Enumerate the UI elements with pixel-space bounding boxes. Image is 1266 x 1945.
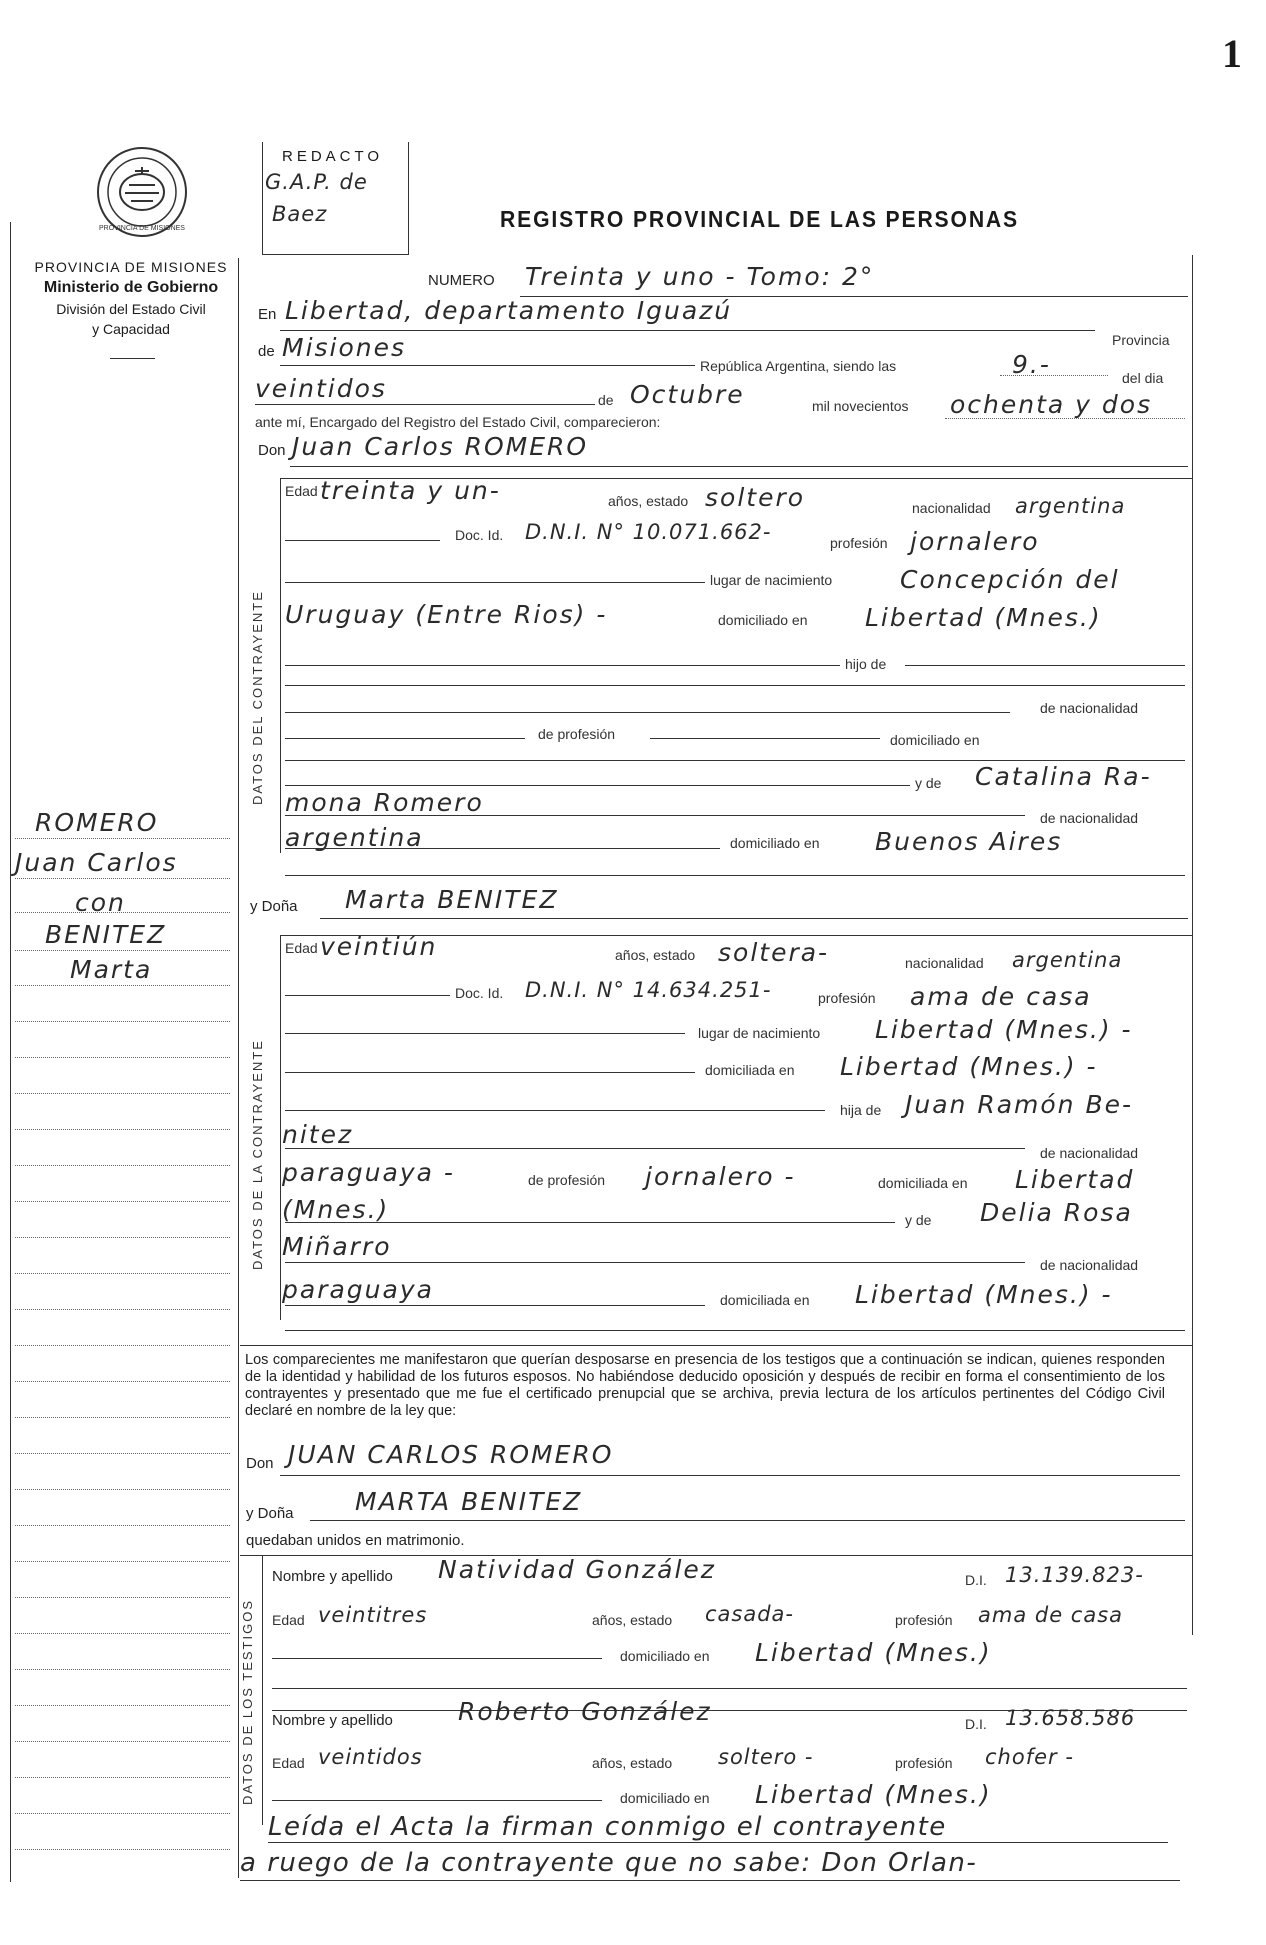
mes-label: de (598, 392, 614, 408)
divider (110, 358, 155, 359)
contrayenta-prof-label: profesión (818, 990, 876, 1006)
rule (285, 685, 1185, 686)
rule (285, 738, 525, 739)
contrayente-doc-value: D.N.I. N° 10.071.662- (525, 520, 772, 544)
contrayente-dom-value: Libertad (Mnes.) (865, 603, 1102, 632)
contrayenta-madre-dom: Libertad (Mnes.) - (855, 1280, 1113, 1309)
margin-connector: con (75, 888, 126, 917)
right-frame (1192, 255, 1193, 1635)
decl-dona-value: MARTA BENITEZ (355, 1487, 583, 1516)
rule (285, 995, 450, 996)
rule (285, 582, 705, 583)
t1-estado-value: casada- (705, 1602, 795, 1626)
closing-line-1: Leída el Acta la firman conmigo el contrayente (268, 1812, 947, 1842)
contrayenta-nac-value: argentina (1012, 948, 1123, 972)
contrayente-madre-cont: mona Romero (285, 788, 484, 817)
contrayenta-y-de-label: y de (905, 1212, 932, 1228)
redacto-label: REDACTO (282, 148, 384, 165)
contrayente-lugar-value: Concepción del (900, 565, 1120, 594)
t2-edad-value: veintidos (318, 1745, 423, 1769)
contrayente-nac-label: nacionalidad (912, 500, 991, 516)
contrayente-de-prof-label: de profesión (538, 726, 616, 742)
anio-line (945, 418, 1185, 419)
contrayenta-estado-value: soltera- (718, 938, 830, 967)
contrayenta-dom-value: Libertad (Mnes.) - (840, 1052, 1098, 1081)
margin-ruled-line (15, 1417, 230, 1418)
contrayente-anios-label: años, estado (608, 493, 689, 509)
don-line (290, 466, 1188, 467)
dona-value: Marta BENITEZ (345, 885, 559, 914)
contrayente-madre-dom: Buenos Aires (875, 827, 1063, 856)
t2-di-label: D.I. (965, 1716, 987, 1732)
page-number: 1 (1222, 31, 1242, 76)
de-label: de (258, 343, 275, 360)
ministry-label: Ministerio de Gobierno (43, 279, 219, 296)
contrayenta-dom2-label: domiciliada en (878, 1175, 968, 1191)
en-value: Libertad, departamento Iguazú (285, 296, 733, 325)
margin-name-1: Juan Carlos (15, 848, 178, 877)
margin-ruled-line (15, 1489, 230, 1490)
closing-rule-1 (268, 1842, 1168, 1843)
margin-ruled-line (15, 1381, 230, 1382)
contrayenta-padre-cont: nitez (282, 1120, 354, 1149)
contrayente-dom-label: domiciliado en (718, 612, 808, 628)
contrayenta-padre-prof: jornalero - (645, 1162, 796, 1191)
declaration-top (240, 1345, 1192, 1346)
rule (285, 1072, 695, 1073)
margin-ruled-line (15, 1021, 230, 1022)
numero-label: NUMERO (428, 272, 495, 289)
margin-dots (15, 950, 230, 951)
provincia-label: Provincia (1112, 332, 1170, 348)
contrayente-madre-nac: argentina (285, 823, 424, 852)
margin-dots (15, 878, 230, 879)
margin-ruled-line (15, 1633, 230, 1634)
contrayenta-box-left (280, 935, 281, 1320)
rule (285, 665, 840, 666)
contrayenta-edad-value: veintiún (320, 932, 438, 961)
t2-dom-label: domiciliado en (620, 1790, 710, 1806)
provincial-seal (95, 145, 190, 240)
contrayente-dom2-label: domiciliado en (890, 732, 980, 748)
left-frame (10, 222, 11, 1882)
contrayenta-padre-dom: Libertad (1015, 1165, 1135, 1194)
contrayente-madre-value: Catalina Ra- (975, 762, 1152, 791)
en-label: En (258, 306, 277, 323)
contrayente-hijo-label: hijo de (845, 656, 887, 672)
division-label-2: y Capacidad (92, 321, 170, 337)
rule (272, 1800, 602, 1801)
section-label-testigos: DATOS DE LOS TESTIGOS (240, 1599, 255, 1805)
redacto-line-1: G.A.P. de (265, 170, 368, 194)
margin-ruled-line (15, 1093, 230, 1094)
t2-prof-value: chofer - (985, 1745, 1074, 1769)
decl-dona-line (310, 1520, 1185, 1521)
margin-ruled-line (15, 1453, 230, 1454)
contrayente-nac-value: argentina (1015, 494, 1126, 518)
margin-ruled-line (15, 1237, 230, 1238)
t2-prof-label: profesión (895, 1755, 953, 1771)
margin-ruled-line (15, 1741, 230, 1742)
margin-ruled-line (15, 1561, 230, 1562)
declaration-text: Los comparecientes me manifestaron que querían desposarse en presencia de los testigos que a continuación se indican, quienes responden de la identidad y habilidad de los futuros esposos. No habiéndose deducido oposición y después de recibir en forma el consentimiento de los contrayentes y presentado que me fue el certificado prenupcial que se archiva, previa lectura de los artículos pertinentes del Código Civil declaré en nombre de la ley que: (245, 1352, 1165, 1419)
contrayenta-madre-nac: paraguaya (282, 1275, 434, 1304)
province-label: PROVINCIA DE MISIONES (34, 259, 228, 275)
contrayenta-de-nac-label: de nacionalidad (1040, 1145, 1139, 1161)
dia-line (255, 404, 595, 405)
t1-prof-label: profesión (895, 1612, 953, 1628)
t1-nombre-label: Nombre y apellido (272, 1568, 393, 1585)
t2-estado-value: soltero - (718, 1745, 814, 1769)
t2-dom-value: Libertad (Mnes.) (755, 1780, 992, 1809)
hora-line (1000, 375, 1108, 376)
margin-ruled-line (15, 1345, 230, 1346)
page-title: REGISTRO PROVINCIAL DE LAS PERSONAS (500, 206, 1020, 232)
margin-ruled-line (15, 1273, 230, 1274)
contrayenta-doc-label: Doc. Id. (455, 985, 504, 1001)
rule (650, 738, 880, 739)
margin-ruled-line (15, 1129, 230, 1130)
t1-di-label: D.I. (965, 1572, 987, 1588)
don-value: Juan Carlos ROMERO (292, 432, 589, 461)
rule (285, 760, 1185, 761)
contrayenta-de-nac2-label: de nacionalidad (1040, 1257, 1139, 1273)
svg-text:PROVINCIA DE MISIONES: PROVINCIA DE MISIONES (99, 225, 185, 232)
margin-ruled-line (15, 1705, 230, 1706)
contrayente-dom3-label: domiciliado en (730, 835, 820, 851)
contrayenta-nac-label: nacionalidad (905, 955, 984, 971)
en-line (280, 330, 1095, 331)
t2-edad-label: Edad (272, 1755, 305, 1771)
decl-don-value: JUAN CARLOS ROMERO (288, 1440, 614, 1469)
dia-value: veintidos (255, 374, 387, 403)
contrayente-prof-label: profesión (830, 535, 888, 551)
contrayenta-padre-nac: paraguaya - (282, 1158, 455, 1187)
t2-di-value: 13.658.586 (1005, 1706, 1136, 1730)
don-label: Don (258, 442, 286, 459)
margin-ruled-line (15, 1201, 230, 1202)
closing-line-2: a ruego de la contrayente que no sabe: Don Orlan- (240, 1848, 978, 1878)
margin-ruled-line (15, 985, 230, 986)
rule (285, 540, 440, 541)
rule (905, 665, 1185, 666)
margin-ruled-line (15, 1597, 230, 1598)
contrayenta-prof-value: ama de casa (910, 982, 1092, 1011)
contrayenta-madre-value: Delia Rosa (980, 1198, 1133, 1227)
contrayente-edad-label: Edad (285, 483, 318, 499)
testigos-box-left (262, 1555, 263, 1825)
t2-nombre-value: Roberto González (458, 1697, 712, 1726)
contrayente-lugar-cont: Uruguay (Entre Rios) - (285, 600, 608, 629)
contrayente-doc-label: Doc. Id. (455, 527, 504, 543)
rule (285, 875, 1185, 876)
t1-edad-value: veintitres (318, 1603, 428, 1627)
t1-di-value: 13.139.823- (1005, 1563, 1144, 1587)
section-label-contrayenta: DATOS DE LA CONTRAYENTE (250, 1039, 265, 1270)
decl-dona-label: y Doña (246, 1505, 294, 1522)
contrayenta-edad-label: Edad (285, 940, 318, 956)
rule (285, 712, 1010, 713)
contrayente-lugar-label: lugar de nacimiento (710, 572, 833, 588)
contrayenta-padre-value: Juan Ramón Be- (905, 1090, 1134, 1119)
t1-nombre-value: Natividad González (438, 1555, 716, 1584)
margin-ruled-line (15, 1813, 230, 1814)
contrayente-de-nac2-label: de nacionalidad (1040, 810, 1139, 826)
rule (272, 1658, 602, 1659)
contrayenta-dom-label: domiciliada en (705, 1062, 795, 1078)
rule (285, 1262, 1025, 1263)
t2-anios-label: años, estado (592, 1755, 673, 1771)
rule (285, 1110, 825, 1111)
contrayente-edad-value: treinta y un- (320, 476, 501, 505)
contrayenta-hija-label: hija de (840, 1102, 882, 1118)
del-dia-label: del dia (1122, 370, 1164, 386)
contrayenta-lugar-value: Libertad (Mnes.) - (875, 1015, 1133, 1044)
anio-value: ochenta y dos (950, 390, 1153, 419)
rule (285, 1148, 1025, 1149)
numero-value: Treinta y uno - Tomo: 2° (525, 262, 875, 291)
t1-dom-value: Libertad (Mnes.) (755, 1638, 992, 1667)
t1-anios-label: años, estado (592, 1612, 673, 1628)
contrayenta-de-prof-label: de profesión (528, 1172, 606, 1188)
mes-value: Octubre (630, 380, 745, 409)
margin-ruled-line (15, 1525, 230, 1526)
t1-prof-value: ama de casa (978, 1603, 1124, 1627)
t2-nombre-label: Nombre y apellido (272, 1712, 393, 1729)
contrayenta-doc-value: D.N.I. N° 14.634.251- (525, 978, 772, 1002)
ante-text: ante mí, Encargado del Registro del Estado Civil, comparecieron: (255, 414, 661, 430)
margin-ruled-line (15, 1165, 230, 1166)
contrayenta-anios-label: años, estado (615, 947, 696, 963)
contrayente-y-de-label: y de (915, 775, 942, 791)
contrayenta-madre-cont: Miñarro (282, 1232, 392, 1261)
rule (285, 1222, 895, 1223)
contrayenta-padre-dom-cont: (Mnes.) (282, 1195, 390, 1224)
margin-surname-2: BENITEZ (45, 920, 167, 949)
hora-value: 9.- (1012, 350, 1051, 379)
margin-ruled-line (15, 1309, 230, 1310)
rule (285, 785, 910, 786)
contrayente-box-left (280, 478, 281, 853)
margin-ruled-line (15, 1777, 230, 1778)
rule (285, 848, 720, 849)
contrayenta-lugar-label: lugar de nacimiento (698, 1025, 821, 1041)
de-value: Misiones (282, 333, 407, 362)
division-label: División del Estado Civil (56, 301, 206, 317)
dona-label: y Doña (250, 898, 298, 915)
rule (285, 815, 1025, 816)
rule (285, 1305, 705, 1306)
t1-dom-label: domiciliado en (620, 1648, 710, 1664)
rule (285, 1330, 1185, 1331)
rule (285, 1033, 685, 1034)
redacto-line-2: Baez (272, 202, 328, 226)
contrayente-de-nac-label: de nacionalidad (1040, 700, 1139, 716)
left-column-border (238, 258, 239, 1878)
contrayenta-dom3-label: domiciliada en (720, 1292, 810, 1308)
margin-ruled-line (15, 1669, 230, 1670)
margin-dots (15, 912, 230, 913)
unidos-text: quedaban unidos en matrimonio. (246, 1532, 465, 1549)
t1-edad-label: Edad (272, 1612, 305, 1628)
de-line (280, 365, 695, 366)
section-label-contrayente: DATOS DEL CONTRAYENTE (250, 590, 265, 805)
decl-don-line (280, 1475, 1180, 1476)
margin-surname-1: ROMERO (35, 808, 159, 837)
closing-rule-2 (240, 1880, 1180, 1881)
margin-ruled-line (15, 1849, 230, 1850)
mil-label: mil novecientos (812, 398, 909, 414)
testigos-top (240, 1555, 1192, 1556)
margin-name-2: Marta (70, 955, 153, 984)
rule (272, 1688, 1187, 1689)
margin-ruled-line (15, 1057, 230, 1058)
contrayente-estado-value: soltero (705, 483, 806, 512)
contrayente-prof-value: jornalero (910, 527, 1040, 556)
dona-line (320, 918, 1188, 919)
decl-don-label: Don (246, 1455, 274, 1472)
republica-text: República Argentina, siendo las (700, 358, 897, 374)
margin-dots (15, 838, 230, 839)
